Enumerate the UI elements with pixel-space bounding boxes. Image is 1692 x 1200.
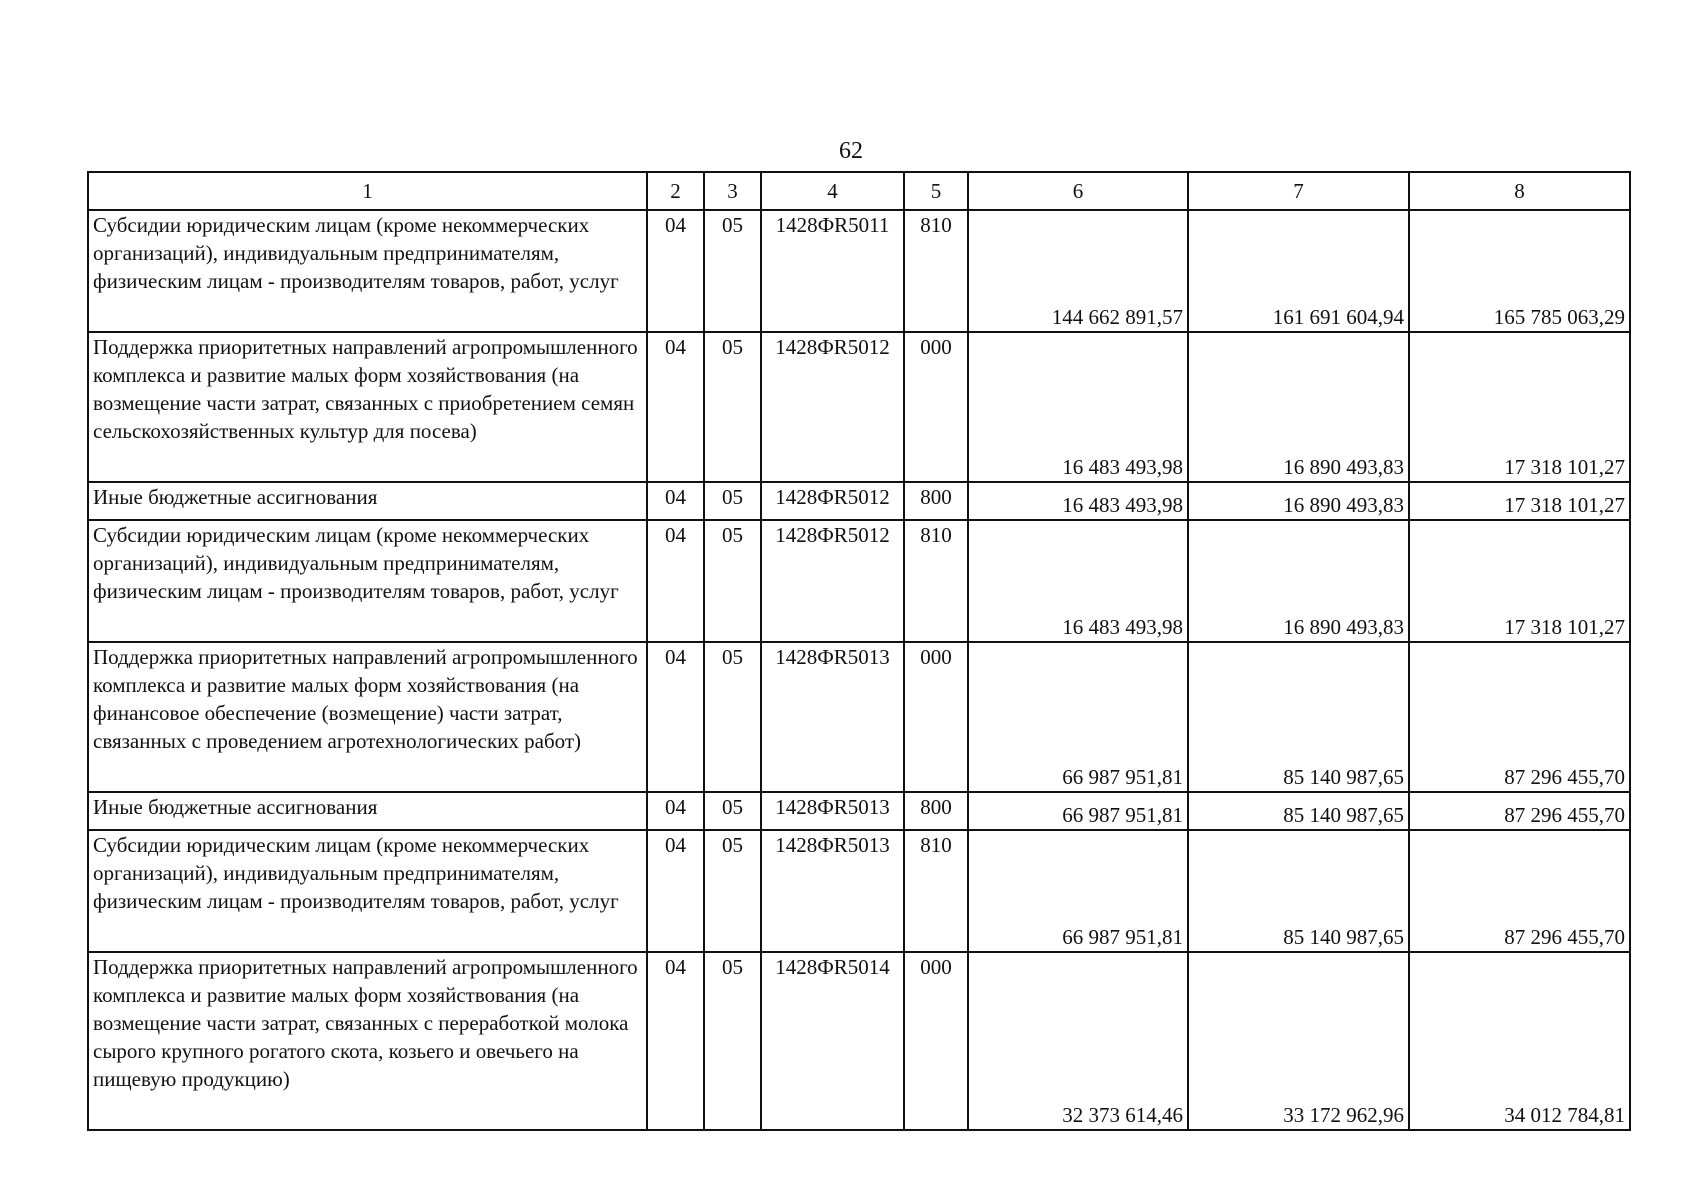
page-number: 62 xyxy=(839,138,863,164)
expense-type-code: 000 xyxy=(904,952,968,1130)
expense-type-code: 800 xyxy=(904,792,968,830)
section-code: 04 xyxy=(647,792,704,830)
table-row xyxy=(88,332,1630,482)
amount-col-8: 17 318 101,27 xyxy=(1409,482,1630,520)
section-code: 04 xyxy=(647,952,704,1130)
amount-col-6: 32 373 614,46 xyxy=(968,952,1188,1130)
amount-col-6: 16 483 493,98 xyxy=(968,520,1188,642)
target-article-code: 1428ФR5013 xyxy=(761,830,904,952)
amount-col-7: 16 890 493,83 xyxy=(1188,482,1409,520)
subsection-code: 05 xyxy=(704,482,761,520)
row-description: Субсидии юридическим лицам (кроме некоммерческих организаций), индивидуальным предпринимателям, физическим лицам - производителям товаров, работ, услуг xyxy=(88,520,647,642)
subsection-code: 05 xyxy=(704,952,761,1130)
amount-col-6: 66 987 951,81 xyxy=(968,642,1188,792)
section-code: 04 xyxy=(647,210,704,332)
header-col-8: 8 xyxy=(1409,172,1630,210)
table-row xyxy=(88,952,1630,1130)
section-code: 04 xyxy=(647,830,704,952)
header-col-6: 6 xyxy=(968,172,1188,210)
amount-col-8: 34 012 784,81 xyxy=(1409,952,1630,1130)
amount-col-6: 66 987 951,81 xyxy=(968,830,1188,952)
expense-type-code: 800 xyxy=(904,482,968,520)
amount-col-7: 16 890 493,83 xyxy=(1188,520,1409,642)
table-row xyxy=(88,482,1630,520)
amount-col-7: 85 140 987,65 xyxy=(1188,792,1409,830)
amount-col-7: 16 890 493,83 xyxy=(1188,332,1409,482)
subsection-code: 05 xyxy=(704,520,761,642)
expense-type-code: 810 xyxy=(904,210,968,332)
row-description: Поддержка приоритетных направлений агропромышленного комплекса и развитие малых форм хозяйствования (на финансовое обеспечение (возмещение) части затрат, связанных с проведением агротехнологических работ) xyxy=(88,642,647,792)
subsection-code: 05 xyxy=(704,792,761,830)
header-col-5: 5 xyxy=(904,172,968,210)
header-col-1: 1 xyxy=(88,172,647,210)
section-code: 04 xyxy=(647,520,704,642)
expense-type-code: 000 xyxy=(904,332,968,482)
amount-col-7: 33 172 962,96 xyxy=(1188,952,1409,1130)
section-code: 04 xyxy=(647,482,704,520)
row-description: Поддержка приоритетных направлений агропромышленного комплекса и развитие малых форм хозяйствования (на возмещение части затрат, связанных с приобретением семян сельскохозяйственных культур для посева) xyxy=(88,332,647,482)
amount-col-8: 87 296 455,70 xyxy=(1409,830,1630,952)
amount-col-6: 16 483 493,98 xyxy=(968,482,1188,520)
target-article-code: 1428ФR5013 xyxy=(761,792,904,830)
row-description: Иные бюджетные ассигнования xyxy=(88,792,647,830)
amount-col-6: 66 987 951,81 xyxy=(968,792,1188,830)
subsection-code: 05 xyxy=(704,642,761,792)
header-col-4: 4 xyxy=(761,172,904,210)
target-article-code: 1428ФR5012 xyxy=(761,482,904,520)
table-row xyxy=(88,520,1630,642)
amount-col-6: 144 662 891,57 xyxy=(968,210,1188,332)
amount-col-7: 85 140 987,65 xyxy=(1188,642,1409,792)
table-row xyxy=(88,830,1630,952)
target-article-code: 1428ФR5014 xyxy=(761,952,904,1130)
amount-col-8: 165 785 063,29 xyxy=(1409,210,1630,332)
row-description: Поддержка приоритетных направлений агропромышленного комплекса и развитие малых форм хозяйствования (на возмещение части затрат, связанных с переработкой молока сырого крупного рогатого скота, козьего и овечьего на пищевую продукцию) xyxy=(88,952,647,1130)
target-article-code: 1428ФR5012 xyxy=(761,520,904,642)
budget-table xyxy=(87,171,1631,1131)
subsection-code: 05 xyxy=(704,332,761,482)
expense-type-code: 810 xyxy=(904,830,968,952)
table-row xyxy=(88,642,1630,792)
subsection-code: 05 xyxy=(704,210,761,332)
amount-col-8: 17 318 101,27 xyxy=(1409,332,1630,482)
target-article-code: 1428ФR5013 xyxy=(761,642,904,792)
header-row xyxy=(88,172,1630,210)
target-article-code: 1428ФR5012 xyxy=(761,332,904,482)
target-article-code: 1428ФR5011 xyxy=(761,210,904,332)
section-code: 04 xyxy=(647,642,704,792)
amount-col-8: 17 318 101,27 xyxy=(1409,520,1630,642)
table-row xyxy=(88,792,1630,830)
amount-col-8: 87 296 455,70 xyxy=(1409,642,1630,792)
header-col-3: 3 xyxy=(704,172,761,210)
row-description: Субсидии юридическим лицам (кроме некоммерческих организаций), индивидуальным предпринимателям, физическим лицам - производителям товаров, работ, услуг xyxy=(88,830,647,952)
amount-col-6: 16 483 493,98 xyxy=(968,332,1188,482)
table-row xyxy=(88,210,1630,332)
header-col-7: 7 xyxy=(1188,172,1409,210)
section-code: 04 xyxy=(647,332,704,482)
expense-type-code: 810 xyxy=(904,520,968,642)
amount-col-7: 85 140 987,65 xyxy=(1188,830,1409,952)
amount-col-8: 87 296 455,70 xyxy=(1409,792,1630,830)
row-description: Субсидии юридическим лицам (кроме некоммерческих организаций), индивидуальным предпринимателям, физическим лицам - производителям товаров, работ, услуг xyxy=(88,210,647,332)
expense-type-code: 000 xyxy=(904,642,968,792)
subsection-code: 05 xyxy=(704,830,761,952)
amount-col-7: 161 691 604,94 xyxy=(1188,210,1409,332)
row-description: Иные бюджетные ассигнования xyxy=(88,482,647,520)
header-col-2: 2 xyxy=(647,172,704,210)
